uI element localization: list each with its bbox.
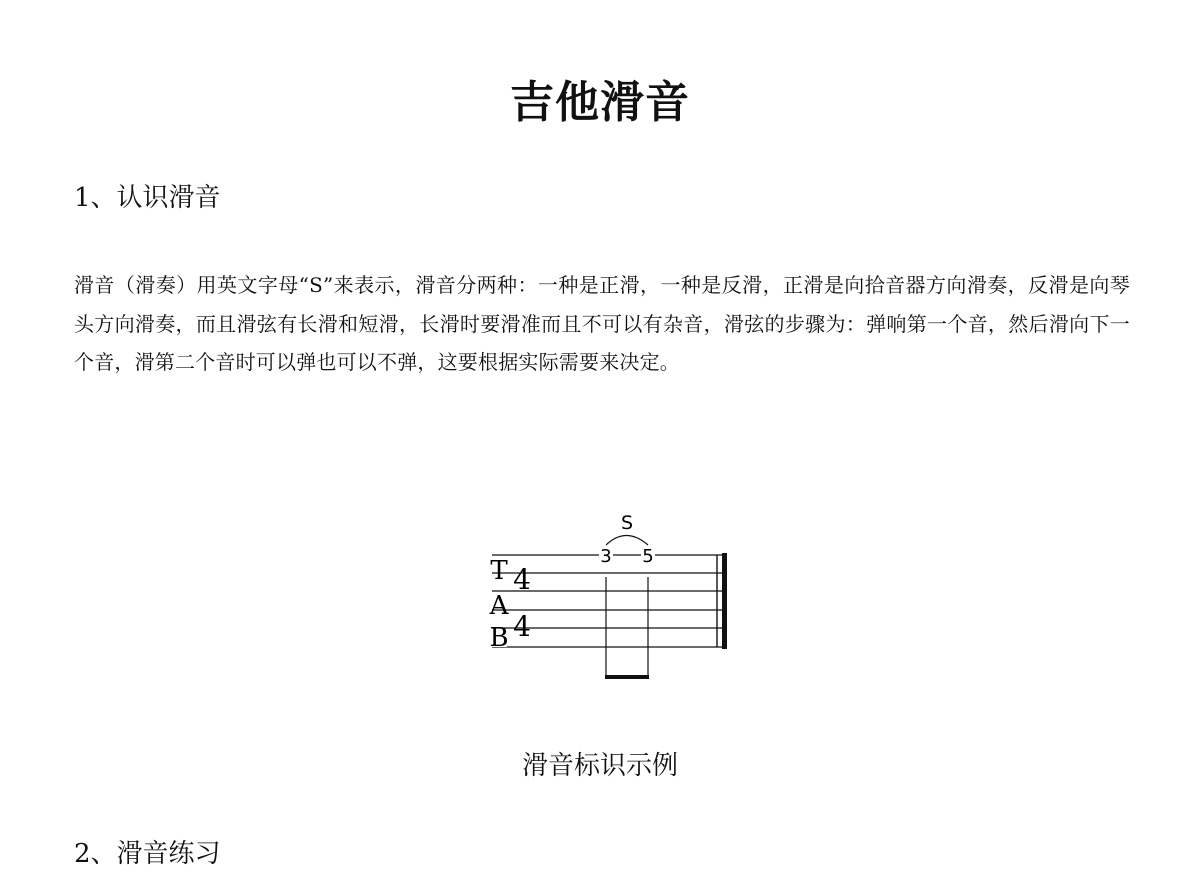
time-signature-bottom: 4 [513,610,531,643]
slide-arc [606,536,648,546]
figure-caption: 滑音标识示例 [521,751,678,781]
tab-clef-a: A [489,591,509,621]
fret-number-first: 3 [600,546,612,567]
slide-mark-label: S [620,512,634,534]
tab-clef-b: B [489,623,509,653]
note-beam [605,675,649,679]
guitar-tab-figure [480,500,740,690]
section-heading-recognize-slide: 1、认识滑音 [74,183,221,213]
time-signature-top: 4 [513,563,531,596]
tab-staff-svg [480,500,740,690]
thick-barline [722,553,727,649]
page-title: 吉他滑音 [510,77,690,128]
slide-description-paragraph: 滑音（滑奏）用英文字母“S”来表示，滑音分两种：一种是正滑，一种是反滑，正滑是向拾音器方向滑奏，反滑是向琴头方向滑奏，而且滑弦有长滑和短滑，长滑时要滑准而且不可以有杂音，滑弦的步骤为：弹响第一个音，然后滑向下一个音，滑第二个音时可以弹也可以不弹，这要根据实际需要来决定。 [74,273,1130,374]
tab-clef-t: T [490,556,508,586]
fret-number-second: 5 [642,546,654,567]
section-heading-slide-practice: 2、滑音练习 [74,839,221,869]
